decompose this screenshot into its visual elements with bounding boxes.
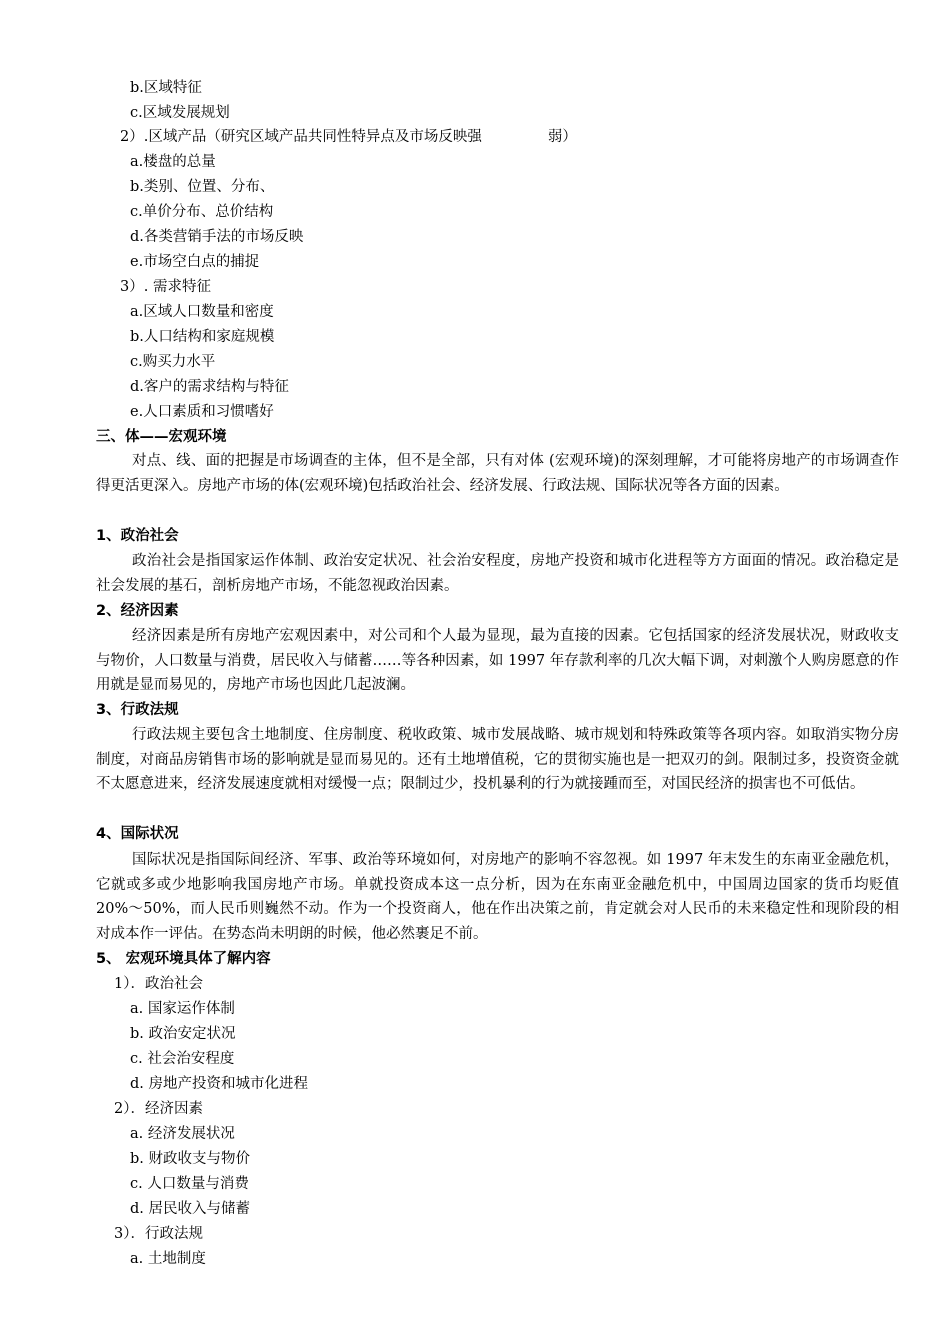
paragraph: 行政法规主要包含土地制度、住房制度、税收政策、城市发展战略、城市规划和特殊政策等各项内容。如取消实物分房制度，对商品房销售市场的影响就是显而易见的。还有土地增值税，它的贯彻实施也是一把双刃的剑。限制过多，投资资金就不太愿意进来，经济发展速度就相对缓慢一点；限制过少，投机暴利的行为就接踵而至，对国民经济的损害也不可低估。 — [96, 727, 899, 792]
paragraph: 国际状况是指国际间经济、军事、政治等环境如何，对房地产的影响不容忽视。如 1997 年末发生的东南亚金融危机，它就或多或少地影响我国房地产市场。单就投资成本这一点分析，因为在东南亚金融危机中，中国周边国家的货币均贬值 20%～50%，而人民币则巍然不动。作为一个投资商人，他在作出决策之前，肯定就会对人民币的未来稳定性和现阶段的相对成本作一评估。在势态尚未明朗的时候，他必然裹足不前。 — [96, 852, 899, 942]
paragraph: 对点、线、面的把握是市场调查的主体，但不是全部，只有对体 (宏观环境)的深刻理解，才可能将房地产的市场调查作得更活更深入。房地产市场的体(宏观环境)包括政治社会、经济发展、行政法规、国际状况等各方面的因素。 — [96, 453, 899, 494]
list-item: a.区域人口数量和密度 — [130, 304, 274, 320]
list-item: b.人口结构和家庭规模 — [130, 329, 275, 345]
subheading-demand: 3）. 需求特征 — [120, 279, 211, 295]
list-item: c.区域发展规划 — [130, 105, 230, 121]
list-item: b. 财政收支与物价 — [130, 1151, 250, 1167]
list-item: c. 人口数量与消费 — [130, 1176, 249, 1192]
list-item: b.区域特征 — [130, 80, 202, 96]
list-item: d. 房地产投资和城市化进程 — [130, 1076, 308, 1092]
list-item: e.人口素质和习惯嗜好 — [130, 404, 274, 420]
list-item: d. 居民收入与储蓄 — [130, 1201, 250, 1217]
list-item: e.市场空白点的捕捉 — [130, 254, 260, 270]
section-heading: 3、行政法规 — [96, 702, 179, 718]
paragraph: 政治社会是指国家运作体制、政治安定状况、社会治安程度，房地产投资和城市化进程等方方面面的情况。政治稳定是社会发展的基石，剖析房地产市场，不能忽视政治因素。 — [96, 553, 899, 594]
subheading-part: 2）.区域产品（研究区域产品共同性特异点及市场反映强 — [120, 129, 482, 145]
list-item: c.单价分布、总价结构 — [130, 204, 274, 220]
subheading: 3）．行政法规 — [114, 1226, 203, 1242]
list-item: a. 土地制度 — [130, 1251, 206, 1267]
section-heading: 2、经济因素 — [96, 603, 179, 619]
list-item: b.类别、位置、分布、 — [130, 179, 275, 195]
list-item: a. 国家运作体制 — [130, 1001, 235, 1017]
list-item: b. 政治安定状况 — [130, 1026, 236, 1042]
list-item: c. 社会治安程度 — [130, 1051, 235, 1067]
list-item: a. 经济发展状况 — [130, 1126, 235, 1142]
list-item: c.购买力水平 — [130, 354, 216, 370]
section-heading: 1、政治社会 — [96, 528, 179, 544]
paragraph: 经济因素是所有房地产宏观因素中，对公司和个人最为显现，最为直接的因素。它包括国家的经济发展状况，财政收支与物价，人口数量与消费，居民收入与储蓄……等各种因素，如 1997 年存款利率的几次大幅下调，对刺激个人购房愿意的作用就是显而易见的，房地产市场也因此几起波澜。 — [96, 628, 899, 693]
subheading-region-products — [120, 127, 577, 147]
list-item: d.客户的需求结构与特征 — [130, 379, 289, 395]
subheading: 1）．政治社会 — [114, 976, 203, 992]
section-heading: 4、国际状况 — [96, 826, 179, 842]
section-heading: 5、 宏观环境具体了解内容 — [96, 951, 271, 967]
list-item: a.楼盘的总量 — [130, 154, 216, 170]
section-title: 三、体——宏观环境 — [96, 429, 227, 445]
subheading-part: 弱） — [547, 129, 577, 145]
list-item: d.各类营销手法的市场反映 — [130, 229, 304, 245]
subheading: 2）．经济因素 — [114, 1101, 203, 1117]
